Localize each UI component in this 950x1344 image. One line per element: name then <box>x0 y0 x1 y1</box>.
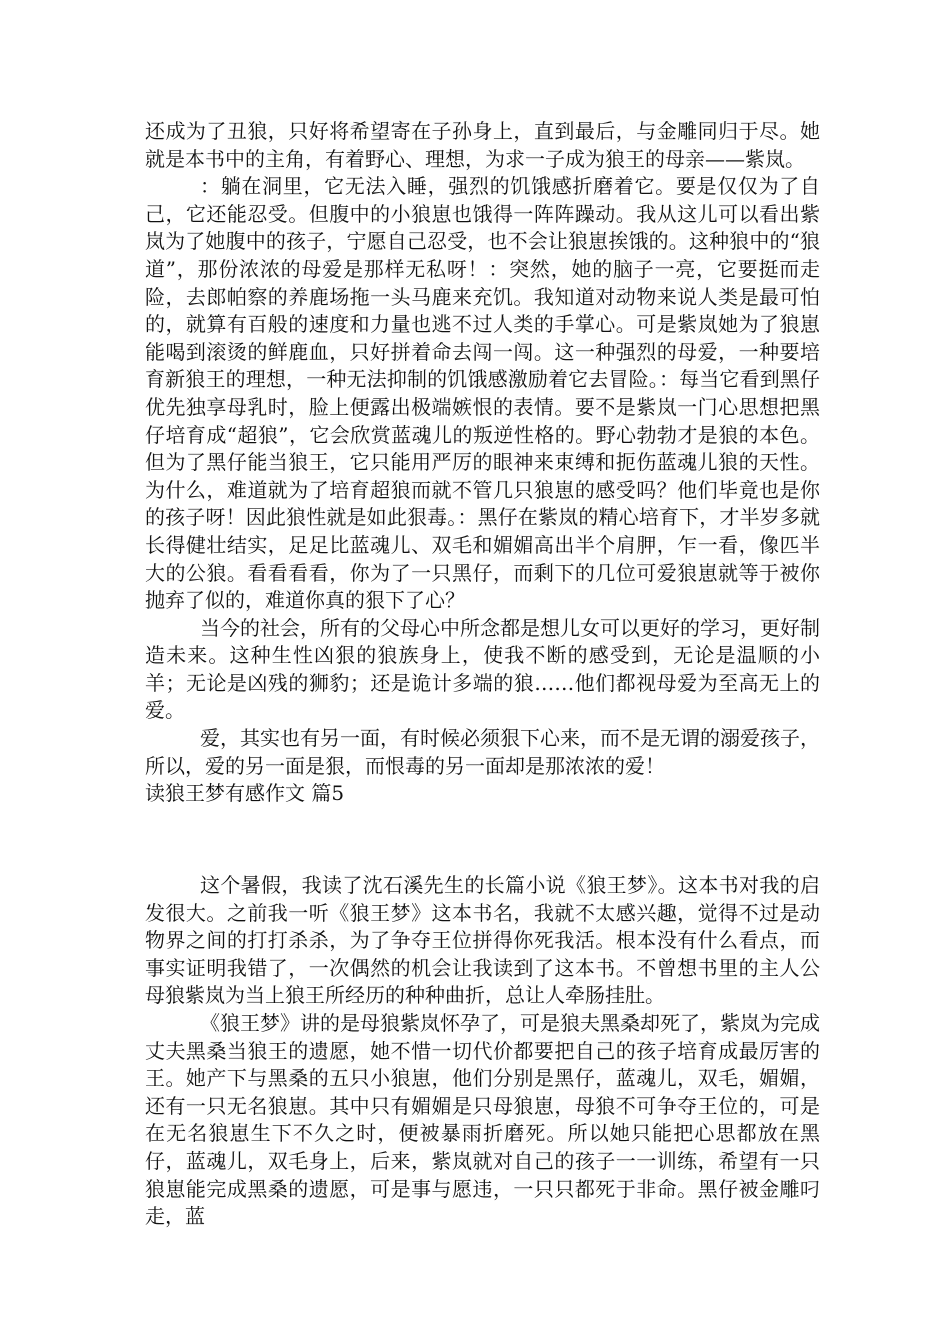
paragraph: 《狼王梦》讲的是母狼紫岚怀孕了，可是狼夫黑桑却死了，紫岚为完成丈夫黑桑当狼王的遗愿，她不惜一切代价都要把自己的孩子培育成最厉害的王。她产下与黑桑的五只小狼崽，他们分别是黑仔，蓝魂儿，双毛，媚媚，还有一只无名狼崽。其中只有媚媚是只母狼崽，母狼不可争夺王位的，可是在无名狼崽生下不久之时，便被暴雨折磨死。所以她只能把心思都放在黑仔，蓝魂儿，双毛身上，后来，紫岚就对自己的孩子一一训练，希望有一只狼崽能完成黑桑的遗愿，可是事与愿违，一只只都死于非命。黑仔被金雕叼走，蓝 <box>145 1010 820 1229</box>
paragraph: 当今的社会，所有的父母心中所念都是想儿女可以更好的学习，更好制造未来。这种生性凶狠的狼族身上，使我不断的感受到，无论是温顺的小羊；无论是凶残的狮豹；还是诡计多端的狼……他们都视母爱为至高无上的爱。 <box>145 615 820 723</box>
text-block-bottom <box>145 872 820 1231</box>
section-heading: 读狼王梦有感作文 篇5 <box>145 781 345 806</box>
paragraph: 还成为了丑狼，只好将希望寄在子孙身上，直到最后，与金雕同归于尽。她就是本书中的主角，有着野心、理想，为求一子成为狼王的母亲——紫岚。 <box>145 119 820 171</box>
paragraph: 爱，其实也有另一面，有时候必须狠下心来，而不是无谓的溺爱孩子，所以，爱的另一面是狠，而恨毒的另一面却是那浓浓的爱！ <box>145 726 820 778</box>
text-block-top <box>145 118 820 808</box>
paragraph: ：躺在洞里，它无法入睡，强烈的饥饿感折磨着它。要是仅仅为了自己，它还能忍受。但腹中的小狼崽也饿得一阵阵躁动。我从这儿可以看出紫岚为了她腹中的孩子，宁愿自己忍受，也不会让狼崽挨饿的。这种狼中的“狼道”，那份浓浓的母爱是那样无私呀！：突然，她的脑子一亮，它要挺而走险，去郎帕察的养鹿场拖一头马鹿来充饥。我知道对动物来说人类是最可怕的，就算有百般的速度和力量也逃不过人类的手掌心。可是紫岚她为了狼崽能喝到滚烫的鲜鹿血，只好拼着命去闯一闯。这一种强烈的母爱，一种要培育新狼王的理想，一种无法抑制的饥饿感激励着它去冒险。：每当它看到黑仔优先独享母乳时，脸上便露出极端嫉恨的表情。要不是紫岚一门心思想把黑仔培育成“超狼”，它会欣赏蓝魂儿的叛逆性格的。野心勃勃才是狼的本色。但为了黑仔能当狼王，它只能用严厉的眼神来束缚和扼伤蓝魂儿狼的天性。为什么，难道就为了培育超狼而就不管几只狼崽的感受吗？他们毕竟也是你的孩子呀！因此狼性就是如此狠毒。：黑仔在紫岚的精心培育下，才半岁多就长得健壮结实，足足比蓝魂儿、双毛和媚媚高出半个肩胛，乍一看，像匹半大的公狼。看看看看，你为了一只黑仔，而剩下的几位可爱狼崽就等于被你抛弃了似的，难道你真的狠下了心？ <box>145 174 820 613</box>
paragraph: 这个暑假，我读了沈石溪先生的长篇小说《狼王梦》。这本书对我的启发很大。之前我一听《狼王梦》这本书名，我就不太感兴趣，觉得不过是动物界之间的打打杀杀，为了争夺王位拼得你死我活。根本没有什么看点，而事实证明我错了，一次偶然的机会让我读到了这本书。不曾想书里的主人公母狼紫岚为当上狼王所经历的种种曲折，总让人牵肠挂肚。 <box>145 873 820 1008</box>
